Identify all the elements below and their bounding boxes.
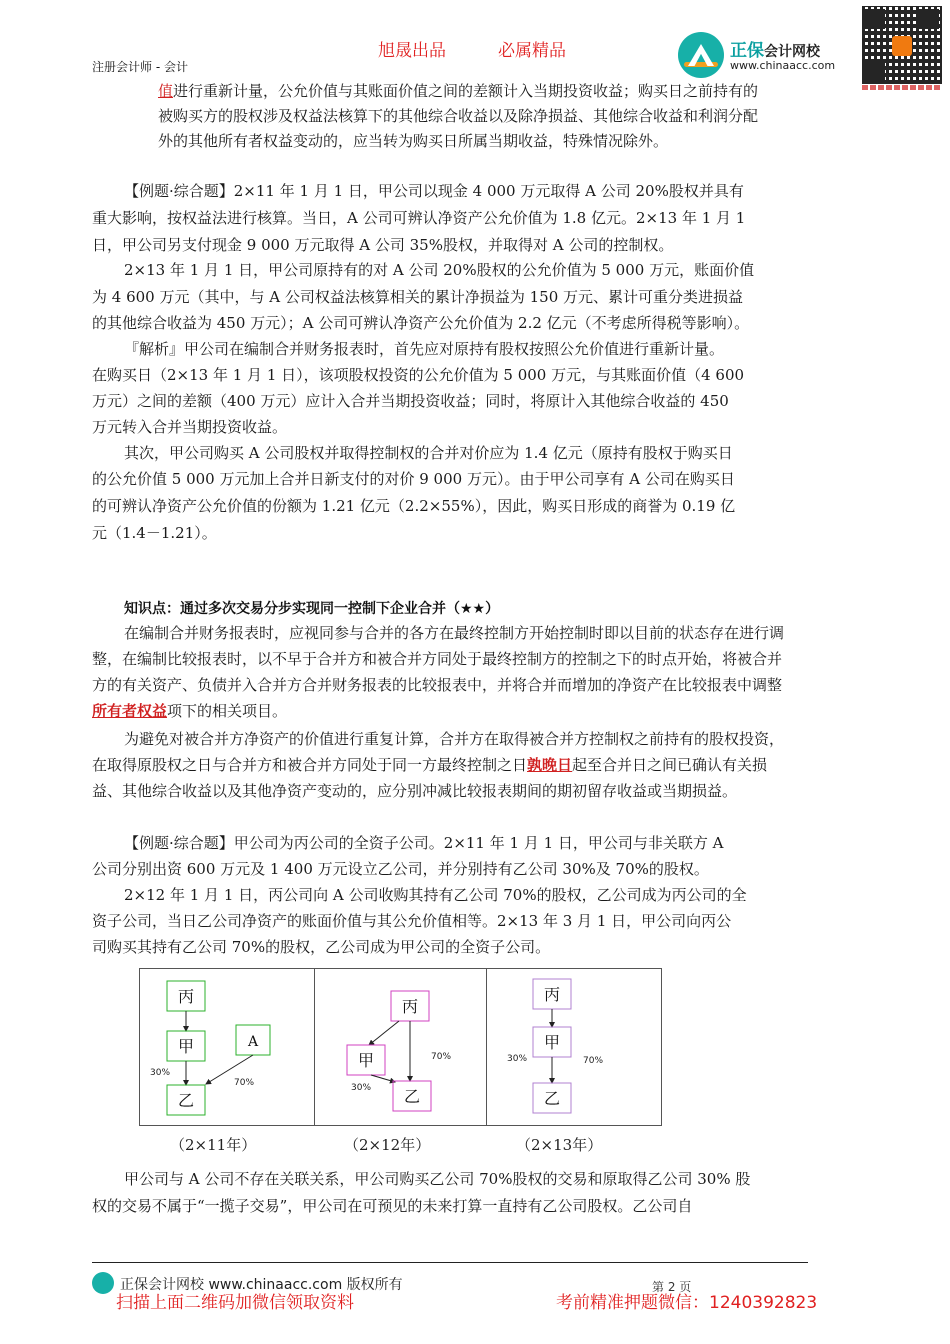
- highlight-term[interactable]: 孰晚日: [527, 756, 573, 774]
- knowledge-point-heading: 知识点：通过多次交易分步实现同一控制下企业合并（★★）: [124, 601, 500, 617]
- analysis-line: 的可辨认净资产公允价值的份额为 1.21 亿元（2.2×55%），因此，购买日形成的商誉为 0.19 亿: [92, 497, 736, 515]
- example2-line: 2×12 年 1 月 1 日，丙公司向 A 公司收购其持有乙公司 70%的股权，乙公司成为丙公司的全: [124, 886, 747, 904]
- section-line: 为避免对被合并方净资产的价值进行重复计算，合并方在取得被合并方控制权之前持有的股权投资，: [124, 730, 785, 748]
- example1-line: 重大影响，按权益法进行核算。当日，A 公司可辨认净资产公允价值为 1.8 亿元。2×13 年 1 月 1: [92, 209, 746, 227]
- node-jia-label: 甲: [177, 1037, 195, 1056]
- footer-divider: [92, 1262, 808, 1263]
- logo-icon: [678, 32, 724, 78]
- pct-label-30: 30%: [150, 1068, 171, 1078]
- promo-wechat: 考前精准押题微信：1240392823: [556, 1293, 818, 1313]
- example1-line: 【例题·综合题】2×11 年 1 月 1 日，甲公司以现金 4 000 万元取得 A 公司 20%股权并具有: [124, 182, 744, 200]
- analysis-line: 万元）之间的差额（400 万元）应计入合并当期投资收益；同时，将原计入其他综合收益的 450: [92, 392, 729, 410]
- chinaacc-logo[interactable]: [678, 24, 860, 80]
- pct-label-70: 70%: [234, 1078, 255, 1088]
- example2-line: 公司分别出资 600 万元及 1 400 万元设立乙公司，并分别持有乙公司 30%及 70%的股权。: [92, 860, 709, 878]
- analysis-line: 『解析』甲公司在编制合并财务报表时，首先应对原持有股权按照公允价值进行重新计量。: [124, 340, 725, 358]
- example1-line: 2×13 年 1 月 1 日，甲公司原持有的对 A 公司 20%股权的公允价值为 5 000 万元，账面价值: [124, 261, 755, 279]
- example2-line: 【例题·综合题】甲公司为丙公司的全资子公司。2×11 年 1 月 1 日，甲公司与非关联方 A: [124, 834, 724, 852]
- section-line: 在编制合并财务报表时，应视同参与合并的各方在最终控制方开始控制时即以目前的状态存在进行调: [124, 624, 785, 642]
- section-line: 整，在编制比较报表时，以不早于合并方和被合并方同处于最终控制方的控制之下的时点开始，将被合并: [92, 650, 783, 668]
- analysis-line: 元（1.4－1.21）。: [92, 524, 217, 542]
- section-line: 方的有关资产、负债并入合并方合并财务报表的比较报表中，并将合并而增加的净资产在比较报表中调整: [92, 676, 783, 694]
- node-yi-label: 乙: [177, 1091, 195, 1110]
- diagram-caption: （2×11年）: [170, 1136, 257, 1154]
- footer-logo-icon: [92, 1272, 114, 1294]
- header-slogan-right: 必属精品: [498, 41, 566, 61]
- highlight-term[interactable]: 所有者权益: [92, 702, 168, 720]
- example1-line: 的其他综合收益为 450 万元）；A 公司可辨认净资产公允价值为 2.2 亿元（不考虑所得税等影响）。: [92, 314, 750, 332]
- analysis-line: 万元转入合并当期投资收益。: [92, 418, 288, 436]
- logo-name: 正保会计网校: [730, 41, 820, 61]
- logo-url: www.chinaacc.com: [730, 59, 836, 72]
- wechat-qr-code: [862, 6, 942, 90]
- node-bing-label: 丙: [177, 987, 195, 1006]
- analysis-line: 的公允价值 5 000 万元加上合并日新支付的对价 9 000 万元）。由于甲公司享有 A 公司在购买日: [92, 470, 735, 488]
- course-title: 注册会计师 - 会计: [92, 60, 188, 74]
- pct-label-70: 70%: [583, 1056, 604, 1066]
- section-line: 在取得原股权之日与合并方和被合并方同处于同一方最终控制之日孰晚日起至合并日之间已确认有关损: [92, 756, 768, 774]
- closing-line: 甲公司与 A 公司不存在关联关系，甲公司购买乙公司 70%股权的交易和原取得乙公司 30% 股: [124, 1170, 751, 1188]
- footer-copyright: 正保会计网校 www.chinaacc.com 版权所有: [120, 1277, 403, 1293]
- diagram-caption: （2×13年）: [516, 1136, 603, 1154]
- section-line: 所有者权益项下的相关项目。: [92, 702, 288, 720]
- example1-line: 为 4 600 万元（其中，与 A 公司权益法核算相关的累计净损益为 150 万元、累计可重分类进损益: [92, 288, 744, 306]
- analysis-line: 其次，甲公司购买 A 公司股权并取得控制权的合并对价应为 1.4 亿元（原持有股权于购买日: [124, 444, 733, 462]
- pct-label-70: 70%: [431, 1052, 452, 1062]
- node-bing-label: 丙: [543, 985, 561, 1004]
- node-jia-label: 甲: [357, 1051, 375, 1070]
- node-bing-label: 丙: [401, 997, 419, 1016]
- closing-line: 权的交易不属于“一揽子交易”，甲公司在可预见的未来打算一直持有乙公司股权。乙公司自: [92, 1197, 693, 1215]
- qr-caption-strip: [862, 85, 942, 90]
- intro-line-3: 外的其他所有者权益变动的，应当转为购买日所属当期收益，特殊情况除外。: [158, 132, 669, 150]
- promo-scan-qr: 扫描上面二维码加微信领取资料: [116, 1293, 354, 1313]
- node-jia-label: 甲: [543, 1033, 561, 1052]
- pct-label-30: 30%: [507, 1054, 528, 1064]
- intro-line-1: 值进行重新计量，公允价值与其账面价值之间的差额计入当期投资收益；购买日之前持有的: [158, 82, 759, 100]
- qr-center-badge: [892, 36, 912, 56]
- example2-line: 司购买其持有乙公司 70%的股权，乙公司成为甲公司的全资子公司。: [92, 938, 551, 956]
- highlight-term[interactable]: 值: [158, 82, 174, 100]
- node-yi-label: 乙: [403, 1087, 421, 1106]
- ownership-diagram-2x13: [486, 968, 662, 1126]
- section-line: 益、其他综合收益以及其他净资产变动的，应分别冲减比较报表期间的期初留存收益或当期损益。: [92, 782, 738, 800]
- analysis-line: 在购买日（2×13 年 1 月 1 日），该项股权投资的公允价值为 5 000 万元，与其账面价值（4 600: [92, 366, 745, 384]
- header-slogan-left: 旭晟出品: [378, 41, 446, 61]
- node-yi-label: 乙: [543, 1089, 561, 1108]
- ownership-diagram-2x11: [139, 968, 315, 1126]
- page-number: 第 2 页: [652, 1280, 692, 1294]
- intro-line-2: 被购买方的股权涉及权益法核算下的其他综合收益以及除净损益、其他综合收益和利润分配: [158, 107, 759, 125]
- node-a-label: A: [247, 1034, 259, 1050]
- ownership-diagram-2x12: [314, 968, 490, 1126]
- pct-label-30: 30%: [351, 1083, 372, 1093]
- example1-line: 日，甲公司另支付现金 9 000 万元取得 A 公司 35%股权，并取得对 A 公司的控制权。: [92, 236, 674, 254]
- example2-line: 资子公司，当日乙公司净资产的账面价值与其公允价值相等。2×13 年 3 月 1 日，甲公司向丙公: [92, 912, 732, 930]
- diagram-caption: （2×12年）: [344, 1136, 431, 1154]
